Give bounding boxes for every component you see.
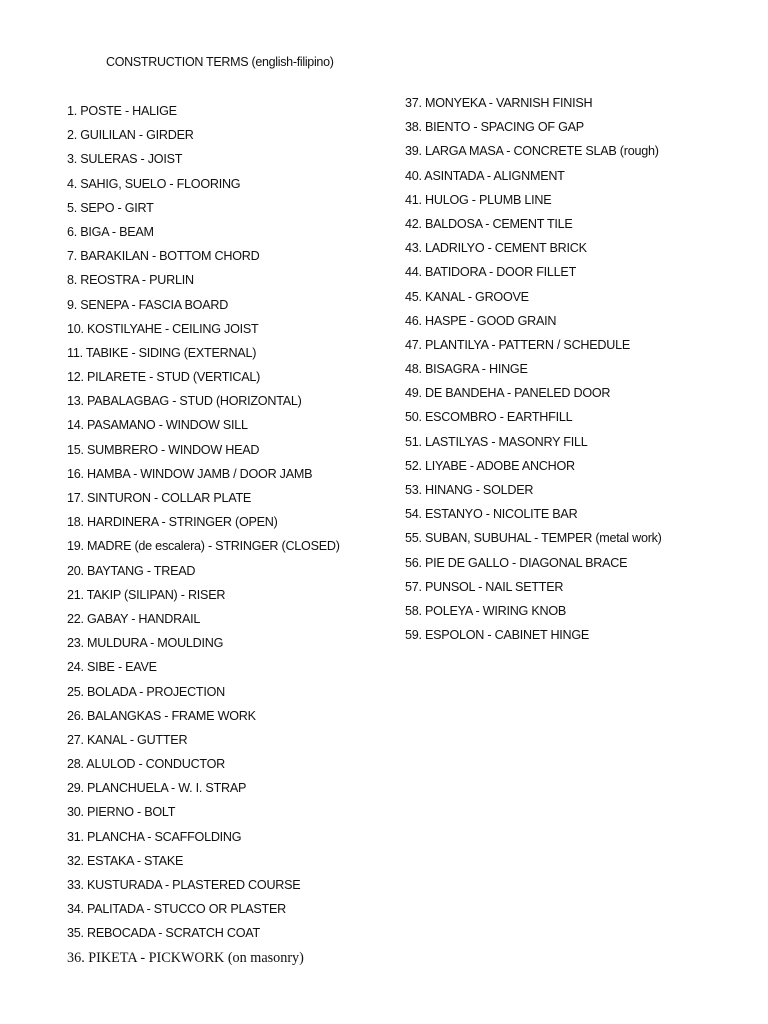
term-item: 14. PASAMANO - WINDOW SILL <box>67 418 248 433</box>
term-item: 44. BATIDORA - DOOR FILLET <box>405 265 577 280</box>
term-item: 53. HINANG - SOLDER <box>405 483 534 497</box>
term-item: 26. BALANGKAS - FRAME WORK <box>67 708 256 723</box>
term-item: 41. HULOG - PLUMB LINE <box>405 192 552 207</box>
term-item: 22. GABAY - HANDRAIL <box>67 611 201 626</box>
term-item: 38. BIENTO - SPACING OF GAP <box>405 120 584 135</box>
term-item: 29. PLANCHUELA - W. I. STRAP <box>67 781 247 796</box>
term-item: 58. POLEYA - WIRING KNOB <box>405 603 567 618</box>
term-item: 57. PUNSOL - NAIL SETTER <box>405 579 564 594</box>
term-list-right <box>405 94 662 650</box>
term-item: 39. LARGA MASA - CONCRETE SLAB (rough) <box>405 144 659 159</box>
term-item: 12. PILARETE - STUD (VERTICAL) <box>67 370 261 385</box>
term-item: 51. LASTILYAS - MASONRY FILL <box>405 434 588 449</box>
term-item: 27. KANAL - GUTTER <box>67 732 188 747</box>
term-item: 8. REOSTRA - PURLIN <box>67 273 194 288</box>
term-item: 59. ESPOLON - CABINET HINGE <box>405 628 590 643</box>
term-item: 32. ESTAKA - STAKE <box>67 853 184 868</box>
term-item: 11. TABIKE - SIDING (EXTERNAL) <box>67 345 257 360</box>
term-item: 50. ESCOMBRO - EARTHFILL <box>405 410 573 425</box>
term-item: 54. ESTANYO - NICOLITE BAR <box>405 507 578 522</box>
term-item: 6. BIGA - BEAM <box>67 224 154 239</box>
term-item: 23. MULDURA - MOULDING <box>67 636 224 651</box>
term-item: 20. BAYTANG - TREAD <box>67 563 196 578</box>
term-item: 5. SEPO - GIRT <box>67 200 154 215</box>
term-item: 45. KANAL - GROOVE <box>405 289 529 304</box>
term-item: 17. SINTURON - COLLAR PLATE <box>67 491 252 505</box>
term-item: 4. SAHIG, SUELO - FLOORING <box>67 176 241 191</box>
term-item: 3. SULERAS - JOIST <box>67 152 183 167</box>
term-item: 30. PIERNO - BOLT <box>67 805 176 820</box>
term-item: 55. SUBAN, SUBUHAL - TEMPER (metal work) <box>405 531 662 546</box>
term-item: 46. HASPE - GOOD GRAIN <box>405 313 557 328</box>
term-item: 36. PIKETA - PICKWORK (on masonry) <box>67 949 304 966</box>
term-item: 28. ALULOD - CONDUCTOR <box>67 757 226 772</box>
term-item: 49. DE BANDEHA - PANELED DOOR <box>405 386 611 401</box>
term-item: 48. BISAGRA - HINGE <box>405 362 528 377</box>
term-item: 52. LIYABE - ADOBE ANCHOR <box>405 458 575 473</box>
term-item: 47. PLANTILYA - PATTERN / SCHEDULE <box>405 337 631 352</box>
term-item: 7. BARAKILAN - BOTTOM CHORD <box>67 249 260 264</box>
document-title: CONSTRUCTION TERMS (english-filipino) <box>106 55 334 69</box>
term-item: 35. REBOCADA - SCRATCH COAT <box>67 926 260 941</box>
term-item: 40. ASINTADA - ALIGNMENT <box>405 168 565 183</box>
term-item: 33. KUSTURADA - PLASTERED COURSE <box>67 878 301 892</box>
term-item: 19. MADRE (de escalera) - STRINGER (CLOSED) <box>67 539 340 554</box>
term-item: 1. POSTE - HALIGE <box>67 104 177 118</box>
term-item: 42. BALDOSA - CEMENT TILE <box>405 216 573 231</box>
term-item: 21. TAKIP (SILIPAN) - RISER <box>67 587 226 602</box>
term-item: 13. PABALAGBAG - STUD (HORIZONTAL) <box>67 394 302 409</box>
term-item: 16. HAMBA - WINDOW JAMB / DOOR JAMB <box>67 466 313 481</box>
term-item: 34. PALITADA - STUCCO OR PLASTER <box>67 902 286 917</box>
term-item: 15. SUMBRERO - WINDOW HEAD <box>67 442 260 457</box>
term-list-left <box>67 102 340 973</box>
term-item: 9. SENEPA - FASCIA BOARD <box>67 297 229 312</box>
term-item: 37. MONYEKA - VARNISH FINISH <box>405 96 593 110</box>
term-item: 2. GUILILAN - GIRDER <box>67 128 194 143</box>
term-item: 31. PLANCHA - SCAFFOLDING <box>67 829 242 844</box>
term-item: 24. SIBE - EAVE <box>67 660 157 675</box>
term-item: 56. PIE DE GALLO - DIAGONAL BRACE <box>405 555 628 570</box>
term-item: 18. HARDINERA - STRINGER (OPEN) <box>67 515 278 530</box>
term-item: 25. BOLADA - PROJECTION <box>67 684 226 699</box>
term-item: 43. LADRILYO - CEMENT BRICK <box>405 241 587 256</box>
term-item: 10. KOSTILYAHE - CEILING JOIST <box>67 321 259 336</box>
